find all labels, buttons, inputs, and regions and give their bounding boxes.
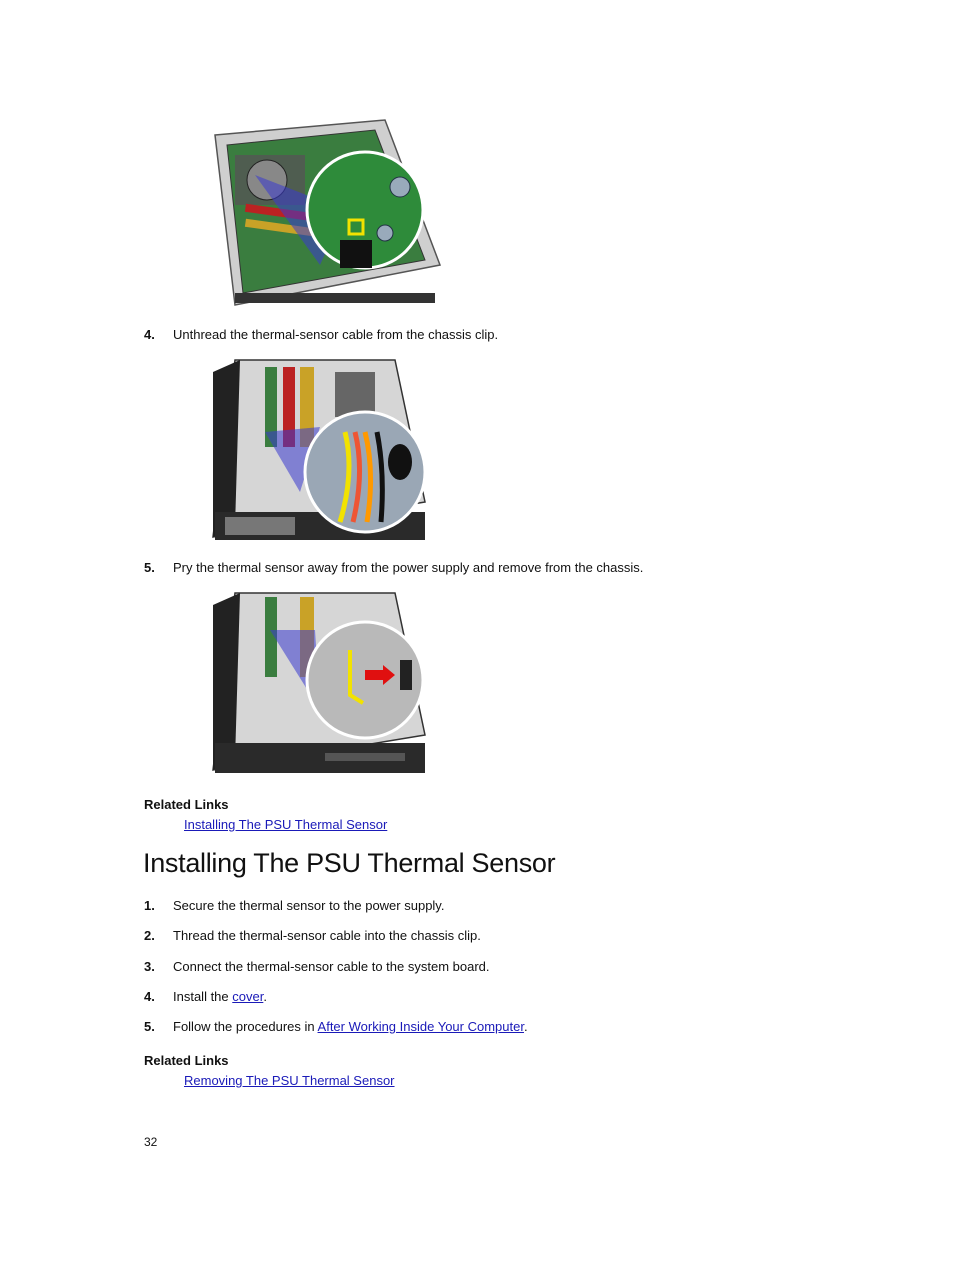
step-number: 4. [144,327,155,342]
step-number: 1. [144,898,155,913]
step-text-suffix: . [263,989,267,1004]
step-text-suffix: . [523,1019,528,1034]
related-link-installing[interactable]: Installing The PSU Thermal Sensor [184,817,388,832]
step-number: 4. [144,989,155,1004]
section-heading: Installing The PSU Thermal Sensor [143,848,556,878]
page-number: 32 [144,1135,158,1149]
figure-pry-sensor [205,585,430,777]
step-text: Connect the thermal-sensor cable to the system board. [173,959,490,974]
related-links-title: Related Links [144,797,229,812]
step-number: 3. [144,959,155,974]
figure-system-board [205,115,445,315]
step-text [173,989,267,1005]
step-number: 5. [144,1019,155,1034]
cover-link[interactable]: cover [232,989,264,1004]
step-number: 2. [144,928,155,943]
related-links-title: Related Links [144,1053,229,1068]
step-text-prefix: Install the [173,989,233,1004]
step-number: 5. [144,560,155,575]
after-working-link[interactable]: After Working Inside Your Computer [317,1019,524,1034]
related-link-removing[interactable]: Removing The PSU Thermal Sensor [184,1073,395,1088]
step-text: Secure the thermal sensor to the power supply. [173,898,445,913]
step-text: Pry the thermal sensor away from the power supply and remove from the chassis. [173,560,644,575]
step-text-prefix: Follow the procedures in [173,1019,318,1034]
figure-chassis-clip [205,352,430,544]
step-text: Thread the thermal-sensor cable into the chassis clip. [173,928,481,943]
step-text: Unthread the thermal-sensor cable from the chassis clip. [173,327,499,342]
step-text [173,1019,528,1035]
